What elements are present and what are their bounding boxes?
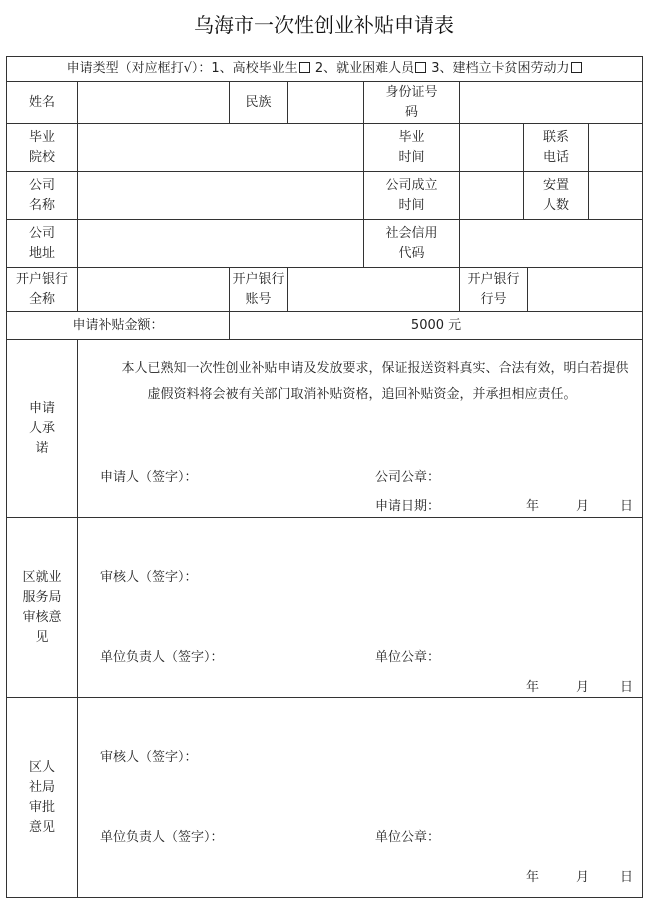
- pledge-block: [78, 340, 643, 518]
- option-poverty: 3、建档立卡贫困劳动力: [431, 61, 570, 76]
- date-month: 月: [576, 499, 590, 514]
- company-seal-label: 公司公章：: [375, 470, 441, 485]
- district-year: 年: [526, 680, 540, 695]
- school-field[interactable]: [78, 124, 364, 172]
- account-label: 开户银行账号: [230, 268, 288, 312]
- hardship-checkbox[interactable]: [415, 62, 426, 73]
- bank-name-field[interactable]: [78, 268, 230, 312]
- district-reviewer-label: 审核人（签字）：: [100, 570, 198, 585]
- form-title: 乌海市一次性创业补贴申请表: [194, 13, 454, 37]
- bank-code-label: 开户银行行号: [460, 268, 528, 312]
- subsidy-label: 申请补贴金额：: [7, 312, 230, 340]
- company-name-field[interactable]: [78, 172, 364, 220]
- social-day: 日: [620, 870, 634, 885]
- phone-field[interactable]: [588, 124, 642, 171]
- address-field[interactable]: [78, 220, 364, 268]
- jobs-cell: [524, 172, 643, 220]
- district-month: 月: [576, 680, 590, 695]
- graduate-checkbox[interactable]: [299, 62, 310, 73]
- name-field[interactable]: [78, 82, 230, 124]
- bank-name-label: 开户银行全称: [7, 268, 78, 312]
- jobs-label: 安置人数: [542, 177, 569, 213]
- pledge-text: 本人已熟知一次性创业补贴申请及发放要求，保证报送资料真实、合法有效，明白若提供虚假资料将会被有关部门取消补贴资格，追回补贴资金，并承担相应责任。: [121, 361, 629, 402]
- subsidy-amount: 5000 元: [230, 312, 643, 340]
- date-year: 年: [526, 499, 540, 514]
- social-reviewer-label: 审核人（签字）：: [100, 750, 198, 765]
- district-block: [78, 518, 643, 698]
- founded-field[interactable]: [460, 172, 524, 220]
- social-label: 区人社局审批意见: [7, 698, 78, 898]
- account-field[interactable]: [288, 268, 460, 312]
- founded-label: 公司成立时间: [364, 172, 460, 220]
- application-form: [6, 56, 643, 898]
- bank-code-field[interactable]: [528, 268, 643, 312]
- district-seal-label: 单位公章：: [375, 650, 441, 665]
- district-leader-label: 单位负责人（签字）：: [100, 650, 224, 665]
- phone-label: 联系电话: [542, 129, 569, 165]
- school-label: 毕业院校: [7, 124, 78, 172]
- id-number-field[interactable]: [460, 82, 643, 124]
- date-day: 日: [620, 499, 634, 514]
- jobs-field[interactable]: [588, 172, 642, 219]
- social-month: 月: [576, 870, 590, 885]
- ethnicity-field[interactable]: [288, 82, 364, 124]
- phone-cell: [524, 124, 643, 172]
- option-graduate: 1、高校毕业生: [211, 61, 298, 76]
- name-label: 姓名: [7, 82, 78, 124]
- grad-time-field[interactable]: [460, 124, 524, 172]
- credit-code-field[interactable]: [460, 220, 643, 268]
- social-leader-label: 单位负责人（签字）：: [100, 830, 224, 845]
- pledge-label: 申请人承诺: [7, 340, 78, 518]
- credit-code-label: 社会信用代码: [364, 220, 460, 268]
- option-hardship: 2、就业困难人员: [314, 61, 415, 76]
- company-name-label: 公司名称: [7, 172, 78, 220]
- social-block: [78, 698, 643, 898]
- applicant-signature-label: 申请人（签字）：: [100, 470, 198, 485]
- social-seal-label: 单位公章：: [375, 830, 441, 845]
- poverty-checkbox[interactable]: [571, 62, 582, 73]
- check-mark-glyph: √: [183, 61, 192, 76]
- apply-date-label: 申请日期：: [375, 499, 441, 514]
- grad-time-label: 毕业时间: [364, 124, 460, 172]
- id-number-label: 身份证号码: [364, 82, 460, 124]
- district-day: 日: [620, 680, 634, 695]
- address-label: 公司地址: [7, 220, 78, 268]
- ethnicity-label: 民族: [230, 82, 288, 124]
- district-label: 区就业服务局审核意见: [7, 518, 78, 698]
- apply-type-row: 申请类型（对应框打√）：1、高校毕业生 2、就业困难人员 3、建档立卡贫困劳动力: [7, 57, 643, 82]
- social-year: 年: [526, 870, 540, 885]
